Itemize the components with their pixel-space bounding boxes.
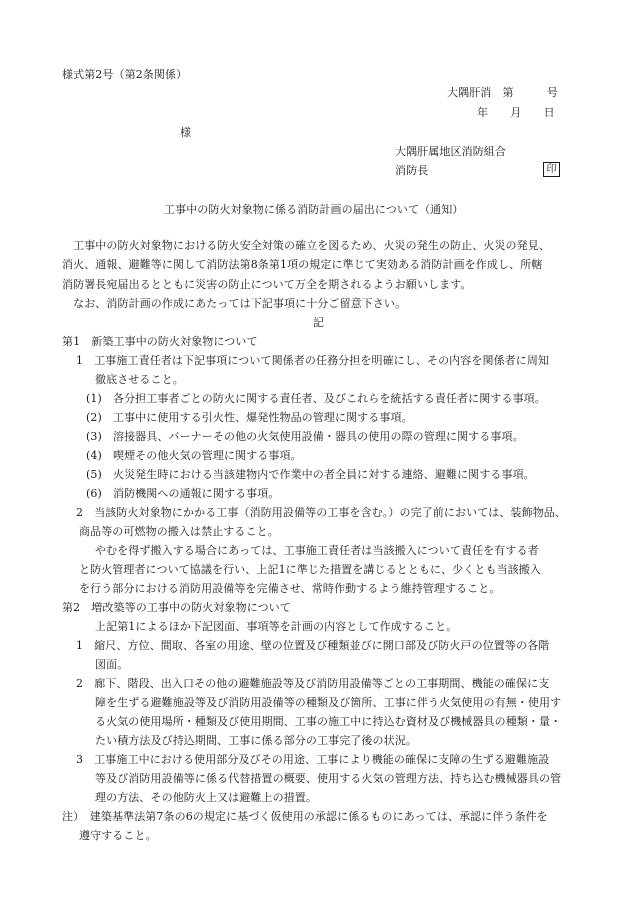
addressee-suffix: 様: [180, 126, 192, 139]
section-2-heading: 第2 増改築等の工事中の防火対象物について: [62, 601, 291, 614]
document-number: 大隅肝消 第 号: [447, 86, 558, 99]
note-line: 遵守すること。: [79, 829, 157, 842]
issue-date: 年 月 日: [477, 106, 555, 119]
section-1-item-2: 2 当該防火対象物にかかる工事（消防用設備等の工事を含む。）の完了前においては、装飾物品、: [76, 506, 566, 519]
note-line: 注） 建築基準法第7条の6の規定に基づく仮使用の承認に係るものにあっては、承認に伴う条件を: [62, 810, 548, 823]
intro-line: 消防署長宛届出るとともに災害の防止について万全を期されるようお願いします。: [62, 278, 472, 291]
intro-line: 工事中の防火対象物における防火安全対策の確立を図るため、火災の発生の防止、火災の発見、: [62, 239, 550, 252]
section-2-item-2: 2 廊下、階段、出入口その他の避難施設等及び消防用設備等ごとの工事期間、機能の確保に支: [76, 677, 550, 690]
section-1-item-1: 1 工事施工責任者は下記事項について関係者の任務分担を明確にし、その内容を関係者に周知: [76, 354, 550, 367]
section-2-item-3-cont: 理の方法、その他防火上又は避難上の措置。: [95, 791, 317, 804]
section-1-heading: 第1 新築工事中の防火対象物について: [62, 335, 258, 348]
subitem-3: (3) 溶接器具、バーナーその他の火気使用設備・器具の使用の際の管理に関する事項。: [86, 430, 524, 443]
subitem-6: (6) 消防機関への通報に関する事項。: [86, 487, 280, 500]
item-2-note-line: を行う部分における消防用設備等を完備させ、常時作動するよう維持管理すること。: [79, 582, 501, 595]
intro-line: なお、消防計画の作成にあたっては下記事項に十分ご留意下さい。: [62, 297, 407, 310]
subitem-5: (5) 火災発生時における当該建物内で作業中の者全員に対する連絡、避難に関する事項。: [86, 468, 535, 481]
section-2-item-1-cont: 図面。: [95, 658, 129, 671]
document-title: 工事中の防火対象物に係る消防計画の届出について（通知）: [164, 203, 464, 216]
section-1-item-1-cont: 徹底させること。: [95, 373, 184, 386]
item-2-note-line: やむを得ず搬入する場合にあっては、工事施工責任者は当該搬入について責任を有する者: [95, 544, 539, 557]
subitem-1: (1) 各分担工事者ごとの防火に関する責任者、及びこれらを統括する責任者に関する事項。: [86, 392, 546, 405]
seal-mark: 印: [543, 162, 560, 177]
section-2-item-2-cont: たい積方法及び持込期間、工事に係る部分の工事完了後の状況。: [95, 734, 417, 747]
sender-title: 消防長: [395, 164, 429, 177]
section-1-item-2-cont: 商品等の可燃物の搬入は禁止すること。: [79, 525, 279, 538]
intro-line: 消火、通報、避難等に関して消防法第8条第1項の規定に準じて実効ある消防計画を作成し、所轄: [62, 258, 543, 271]
form-number: 様式第2号（第2条関係）: [62, 68, 188, 81]
section-2-item-1: 1 縮尺、方位、間取、各室の用途、壁の位置及び種類並びに開口部及び防火戸の位置等の各階: [76, 639, 550, 652]
sender-organization: 大隅肝属地区消防組合: [395, 145, 506, 158]
section-2-item-2-cont: る火気の使用場所・種類及び使用期間、工事の施工中に持込む資材及び機械器具の種類・量・: [95, 715, 562, 728]
item-2-note-line: と防火管理者について協議を行い、上記1に準じた措置を講じるとともに、少くとも当該搬入: [79, 563, 541, 576]
seal-stamp: [541, 162, 560, 177]
section-2-item-2-cont: 障を生ずる避難施設等及び消防用設備等の種類及び箇所、工事に伴う火気使用の有無・使用す: [95, 696, 562, 709]
subitem-4: (4) 喫煙その他火気の管理に関する事項。: [86, 449, 302, 462]
section-2-intro: 上記第1によるほか下記図面、事項等を計画の内容として作成すること。: [95, 620, 458, 633]
section-2-item-3: 3 工事施工中における使用部分及びその用途、工事により機能の確保に支障の生ずる避難施設: [76, 753, 550, 766]
ki-marker: 記: [313, 316, 325, 329]
subitem-2: (2) 工事中に使用する引火性、爆発性物品の管理に関する事項。: [86, 411, 413, 424]
section-2-item-3-cont: 等及び消防用設備等に係る代替措置の概要、使用する火気の管理方法、持ち込む機械器具の管: [95, 772, 562, 785]
